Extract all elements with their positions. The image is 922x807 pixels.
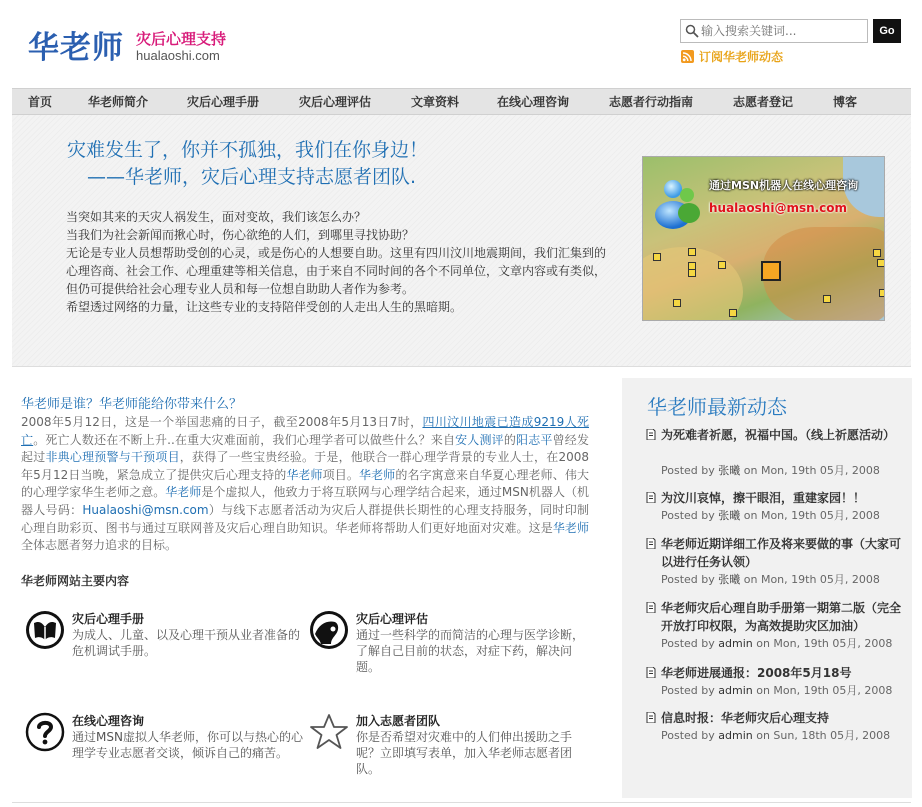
posted-by-label: Posted by [661,684,715,697]
document-icon [646,492,656,503]
nav-item-home[interactable]: 首页 [28,95,53,109]
map-marker [877,259,885,267]
document-icon [646,602,656,613]
search-input[interactable] [701,22,861,40]
logo-domain: hualaoshi.com [136,48,220,63]
intro-text-segment: ，获得了一些宝贵经验。于是，他联合一群心理学背景的专业人士，在2008年5月12日当晚，紧急成立了提供灾后心理支持的 [21,450,589,482]
nav-item-handbook[interactable]: 灾后心理手册 [187,95,260,109]
map-marker [673,299,681,307]
intro-title[interactable]: 华老师是谁？华老师能给你带来什么？ [21,397,243,412]
hero-subheadline: ——华老师，灾后心理支持志愿者团队. [87,166,417,188]
feature-title-join-volunteers[interactable]: 加入志愿者团队 [356,714,441,728]
footer-divider [12,802,911,803]
hero-banner [12,115,911,367]
map-caption: 通过MSN机器人在线心理咨询 [709,179,859,192]
news-title[interactable]: 华老师进展通报：2008年5月18号 [661,666,852,680]
section-title: 华老师网站主要内容 [21,574,130,588]
news-sidebar [622,378,912,798]
feature-handbook [25,610,301,670]
news-author: admin [718,684,753,697]
feature-title-assessment[interactable]: 灾后心理评估 [356,612,429,626]
posted-by-label: Posted by [661,509,715,522]
msn-messenger-icon [651,175,703,231]
hualaoshi-link[interactable]: 华老师 [552,520,589,535]
msn-email-link[interactable]: Hualaoshi@msn.com [82,502,209,517]
news-date: on Mon, 19th 05月, 2008 [743,509,880,522]
posted-by-label: Posted by [661,637,715,650]
earthquake-link[interactable]: 四川汶川地震已造成9219人死亡 [21,415,589,447]
anren-link[interactable]: 安人测评 [455,432,504,447]
feature-title-online-counseling[interactable]: 在线心理咨询 [72,714,145,728]
feature-title-handbook[interactable]: 灾后心理手册 [72,612,145,626]
posted-by-label: Posted by [661,573,715,586]
question-mark-icon[interactable] [25,712,65,752]
nav-item-online-counseling[interactable]: 在线心理咨询 [497,95,570,109]
intro-text-segment: 的 [503,432,517,447]
handbook-icon[interactable] [25,610,65,650]
subscribe-link[interactable] [681,47,783,65]
map-region [763,227,885,321]
news-title[interactable]: 为汶川哀悼，擦干眼泪，重建家园！！ [661,491,866,505]
feature-assessment [309,610,585,674]
search-button[interactable]: Go [873,19,901,43]
news-date: on Mon, 19th 05月, 2008 [756,684,893,697]
feature-join-volunteers [309,712,573,776]
msn-map-banner[interactable] [642,156,885,321]
document-icon [646,667,656,678]
news-date: on Sun, 18th 05月, 2008 [756,729,891,742]
news-meta [661,462,880,478]
hero-text [66,208,606,316]
search-icon [685,24,699,38]
map-marker-epicenter [761,261,781,281]
intro-text-segment: ）与线下志愿者活动为灾后人群提供长期性的心理支持服务，同时印制心理自助彩页、图书与通过互联网普及灾后心理自助知识。华老师将帮助人们更好地面对灾难。这是 [21,502,589,535]
news-author: admin [718,729,753,742]
hero-paragraph: 当我们为社会新闻而揪心时，伤心欲绝的人们，到哪里寻找协助？ [66,228,415,242]
feature-online-counseling [25,712,303,772]
hero-paragraph: 无论是专业人员想帮助受创的心灵，或是伤心的人想要自助。这里有四川汶川地震期间，我们汇集到的心理咨商、社会工作、心理重建等相关信息，由于来自不同时间的各个不同单位，文章内容或有类似，但仍可提供给社会心理专业人员和每一位想自助助人者作为参考。 [66,246,607,296]
nav-item-about[interactable]: 华老师简介 [88,95,149,109]
feature-desc-handbook: 为成人、儿童、以及心理干预从业者准备的危机调试手册。 [72,628,301,658]
news-author: 张曦 [718,464,741,477]
news-date: on Mon, 19th 05月, 2008 [743,464,880,477]
hero-headline: 灾难发生了，你并不孤独，我们在你身边！ [67,139,429,161]
assessment-icon[interactable] [309,610,349,650]
intro-text-segment: 全体志愿者努力追求的目标。 [21,538,178,553]
news-author: 张曦 [718,573,741,586]
main-nav [12,88,911,115]
yangzhiping-link[interactable]: 阳志平 [516,432,553,447]
feature-desc-assessment: 通过一些科学的而简洁的心理与医学诊断，了解自己目前的状态，对症下药，解决问题。 [356,628,585,674]
posted-by-label: Posted by [661,729,715,742]
map-marker [873,249,881,257]
logo-text: 华老师 [28,30,124,66]
intro-text-segment: 的名字寓意来自华夏心理老师、伟大的心理学家华生老师之意。 [21,467,589,500]
map-marker [729,309,737,317]
subscribe-label: 订阅华老师动态 [699,49,784,64]
news-item [646,709,908,749]
feature-desc-join-volunteers: 你是否希望对灾难中的人们伸出援助之手呢？立即填写表单，加入华老师志愿者团队。 [356,730,573,776]
map-email: hualaoshi@msn.com [709,201,848,215]
hualaoshi-link[interactable]: 华老师 [286,467,323,482]
news-date: on Mon, 19th 05月, 2008 [743,573,880,586]
feature-desc-online-counseling: 通过MSN虚拟人华老师，你可以与热心的心理学专业志愿者交谈，倾诉自己的痛苦。 [72,730,303,760]
news-item [646,426,908,486]
intro-text-segment: 曾经发起过 [21,432,589,465]
intro-text-segment: 2008年5月12日，这是一个举国悲痛的日子，截至2008年5月13日7时， [21,415,423,429]
hualaoshi-link[interactable]: 华老师 [359,467,396,482]
news-author: 张曦 [718,509,741,522]
map-marker [688,248,696,256]
news-title[interactable]: 华老师灾后心理自助手册第一期第二版（完全开放打印权限，为高效提助灾区加油） [661,601,902,633]
search-box [680,19,868,43]
news-date: on Mon, 19th 05月, 2008 [756,637,893,650]
site-header [0,0,922,88]
nav-item-volunteer-guide[interactable]: 志愿者行动指南 [609,95,694,109]
news-title[interactable]: 为死难者祈愿，祝福中国。（线上祈愿活动） [661,428,896,442]
map-marker [688,269,696,277]
map-marker [653,253,661,261]
news-author: admin [718,637,753,650]
posted-by-label: Posted by [661,464,715,477]
news-item [646,664,908,704]
map-marker [718,261,726,269]
map-marker [879,289,885,297]
nav-item-volunteer-register[interactable]: 志愿者登记 [733,95,794,109]
news-item [646,489,908,529]
nav-item-assessment[interactable]: 灾后心理评估 [299,95,372,109]
hero-paragraph: 当突如其来的天灾人祸发生，面对变故，我们该怎么办？ [66,210,367,224]
news-item [646,599,908,659]
news-meta [661,682,892,698]
document-icon [646,712,656,723]
logo-tagline: 灾后心理支持 [136,30,227,48]
map-marker [823,295,831,303]
hualaoshi-link[interactable]: 华老师 [165,485,202,500]
news-meta [661,571,880,587]
hero-paragraph: 希望透过网络的力量，让这些专业的支持陪伴受创的人走出人生的黑暗期。 [66,300,463,314]
document-icon [646,538,656,549]
news-item [646,535,908,595]
sars-project-link[interactable]: 非典心理预警与干预项目 [45,450,180,465]
sidebar-title: 华老师最新动态 [647,395,787,419]
news-meta [661,727,890,743]
news-meta [661,635,892,651]
intro-text [21,414,589,555]
intro-text-segment: 是个虚拟人，他致力于将互联网与心理学结合起来，通过MSN机器人（机器人号码： [21,485,589,517]
nav-item-articles[interactable]: 文章资料 [411,95,460,109]
news-meta [661,507,880,523]
rss-icon [681,50,694,63]
news-title[interactable]: 华老师近期详细工作及将来要做的事（大家可以进行任务认领） [661,537,902,569]
site-logo[interactable] [28,22,248,70]
news-title[interactable]: 信息时报：华老师灾后心理支持 [661,711,830,725]
intro-text-segment: 项目。 [322,467,359,482]
nav-item-blog[interactable]: 博客 [833,95,858,109]
intro-text-segment: 。死亡人数还在不断上升..在重大灾难面前，我们心理学者可以做些什么？来自 [33,432,456,447]
document-icon [646,429,656,440]
star-icon[interactable] [309,712,349,752]
